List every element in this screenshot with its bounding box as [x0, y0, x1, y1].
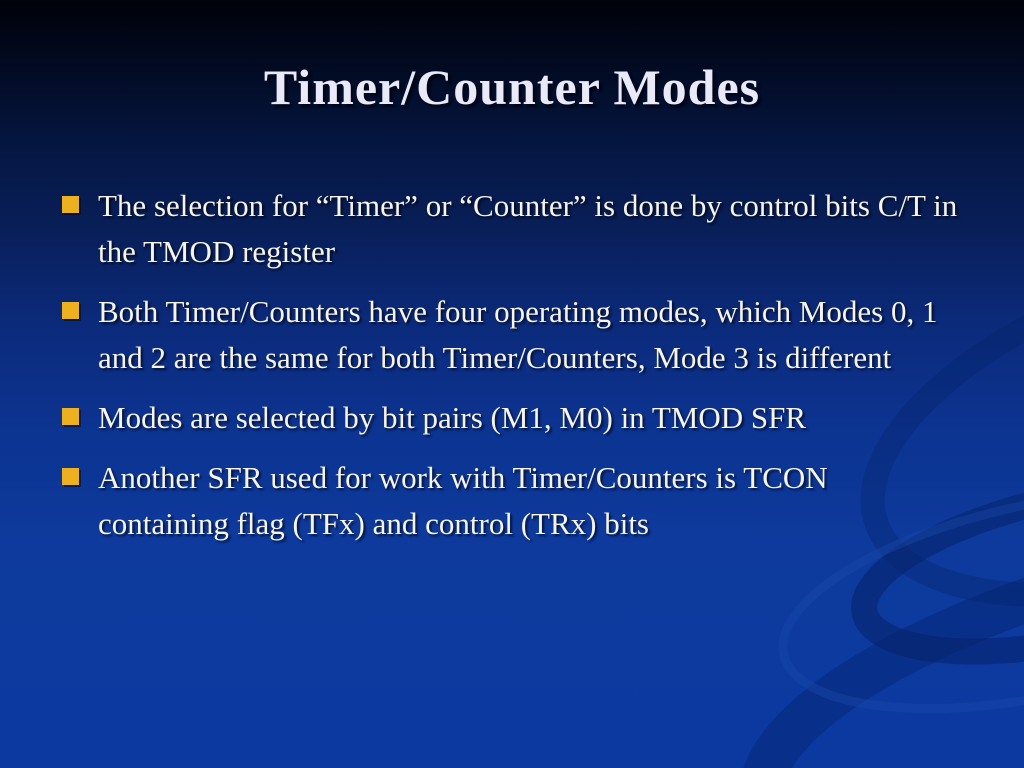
bullet-square-icon — [62, 302, 79, 319]
bullet-item — [62, 183, 964, 275]
bullet-square-icon — [62, 408, 79, 425]
bullet-item — [62, 455, 964, 547]
bullet-text: Modes are selected by bit pairs (M1, M0) in TMOD SFR — [98, 400, 807, 435]
bullet-item — [62, 289, 964, 381]
slide-title: Timer/Counter Modes — [263, 59, 761, 115]
bullet-text: Another SFR used for work with Timer/Counters is TCON containing flag (TFx) and control (TRx) bits — [98, 460, 828, 541]
bullet-text: Both Timer/Counters have four operating modes, which Modes 0, 1 and 2 are the same for both Timer/Counters, Mode 3 is different — [98, 294, 938, 375]
bullet-text: The selection for “Timer” or “Counter” is done by control bits C/T in the TMOD register — [98, 188, 958, 269]
bullet-square-icon — [62, 468, 79, 485]
bullet-list — [62, 183, 964, 561]
bullet-item — [62, 395, 964, 441]
bullet-square-icon — [62, 196, 79, 213]
